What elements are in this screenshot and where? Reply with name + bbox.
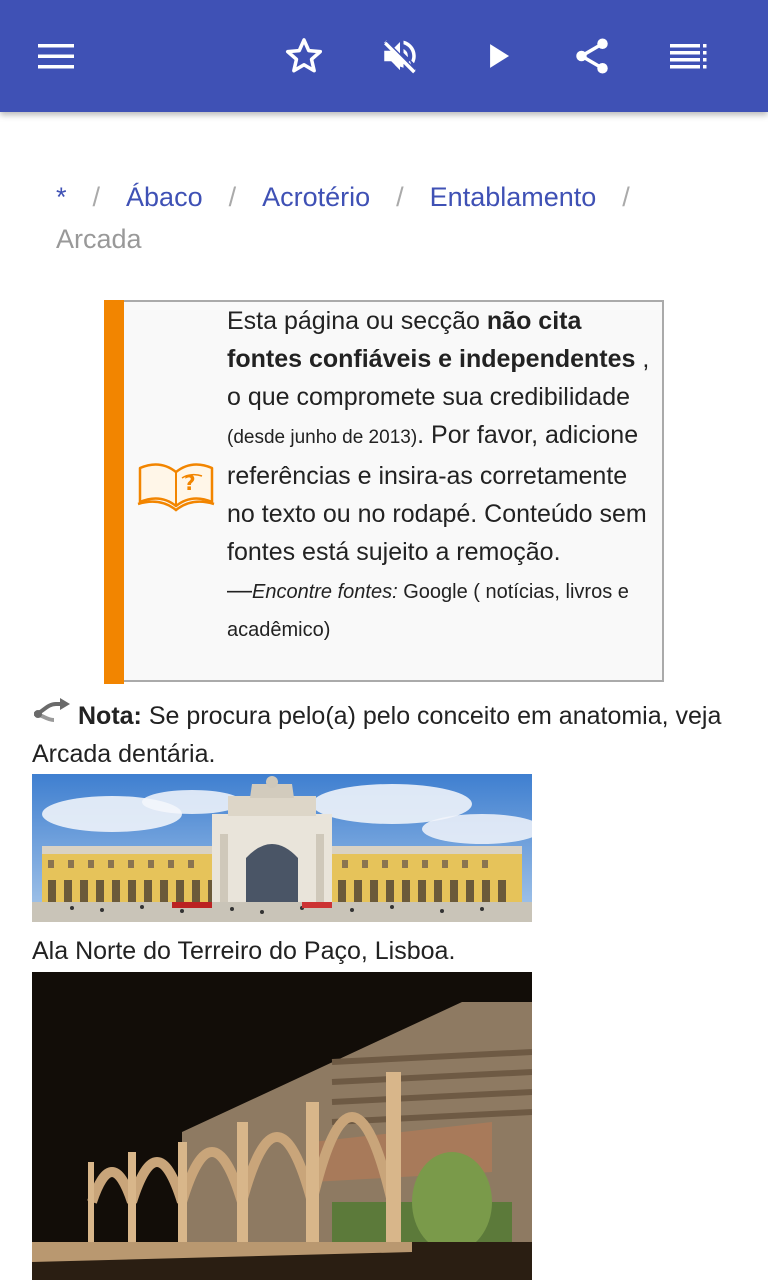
notice-text [227,302,655,649]
share-button[interactable] [560,24,624,88]
cloister-arcade-photo[interactable] [32,972,532,1280]
play-icon [479,37,517,75]
breadcrumb-separator: / [92,182,101,212]
unsourced-notice-box [104,300,664,682]
menu-icon [36,36,76,76]
breadcrumb-item-acroterio[interactable]: Acrotério [262,182,371,212]
contents-button[interactable] [656,24,720,88]
favorite-button[interactable] [272,24,336,88]
playlist-icon [668,36,708,76]
find-sources-links[interactable]: Google ( notícias, livros e acadêmico) [227,581,629,641]
figure-caption: Ala Norte do Terreiro do Paço, Lisboa. [32,937,456,965]
find-sources-line [227,571,655,649]
find-dash: — [227,576,252,604]
notice-text-part: Esta página ou secção [227,307,487,335]
notice-date: (desde junho de 2013) [227,427,418,448]
note-label: Nota: [78,702,142,730]
disambiguation-arrows-icon [32,696,72,726]
menu-button[interactable] [24,24,88,88]
breadcrumb-item-entablamento[interactable]: Entablamento [429,182,597,212]
breadcrumb-separator: / [228,182,237,212]
breadcrumb-separator: / [622,182,630,212]
find-sources-label: Encontre fontes: [252,581,398,603]
cloister-arcade-photo-graphic [32,972,532,1280]
app-toolbar [0,0,768,112]
play-button[interactable] [466,24,530,88]
disambiguation-note [32,696,732,773]
notice-text-part: . Por favor, adicione referências e insira-as corretamente no texto ou no rodapé. Conteúdo sem fontes está sujeito a remoção. [227,421,647,566]
breadcrumb [56,176,736,260]
star-outline-icon [283,35,325,77]
open-book-question-icon [136,454,216,516]
breadcrumb-item-abaco[interactable]: Ábaco [126,182,203,212]
share-icon [571,35,613,77]
breadcrumb-current: Arcada [56,224,142,254]
volume-off-icon [379,35,421,77]
notice-text-bold: não cita fontes confiáveis e independentes [227,307,636,373]
notice-text-part: , o que compromete sua credibilidade [227,345,650,411]
note-text[interactable]: Se procura pelo(a) pelo conceito em anatomia, veja Arcada dentária. [32,702,722,768]
mute-button[interactable] [368,24,432,88]
notice-accent-bar [104,300,124,684]
breadcrumb-separator: / [396,182,404,212]
terreiro-do-paco-photo-graphic [32,774,532,922]
breadcrumb-item-home[interactable]: * [56,182,67,212]
terreiro-do-paco-photo[interactable] [32,774,532,922]
svg-text:?: ? [184,471,196,495]
